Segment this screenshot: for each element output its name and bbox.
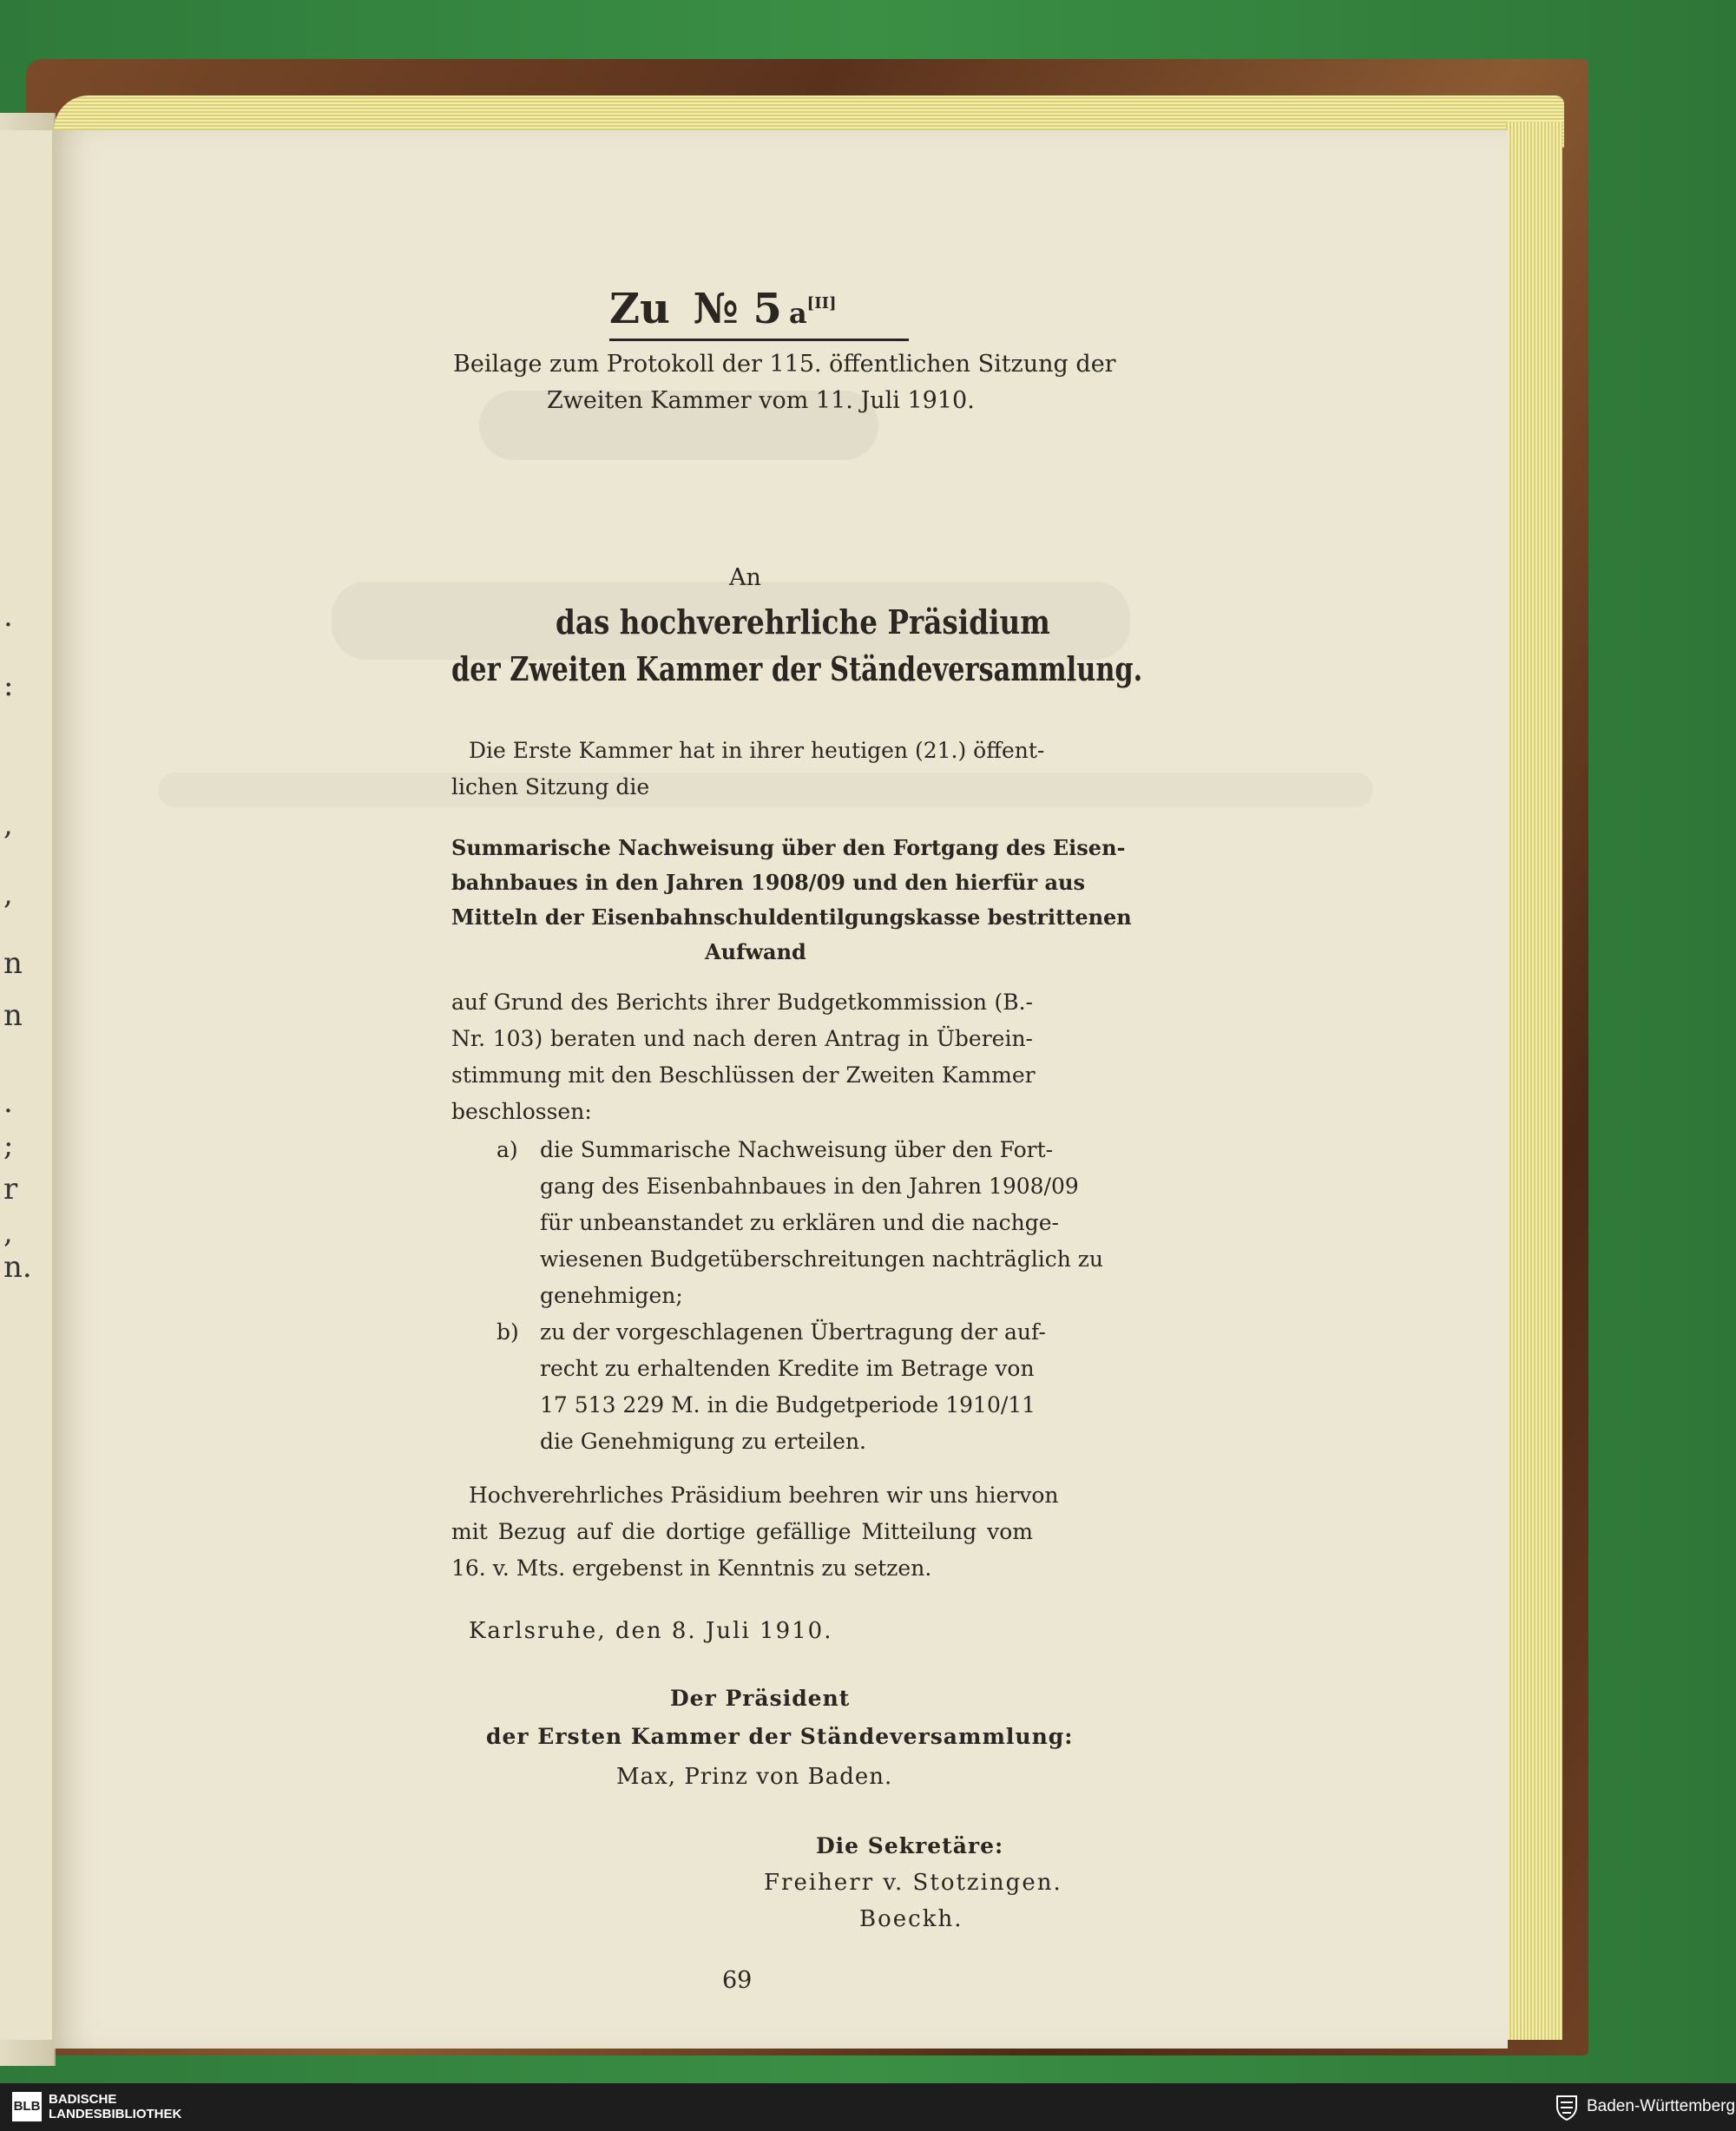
list-marker-b: b) <box>496 1319 519 1345</box>
list-item-line: die Summarische Nachweisung über den Fort- <box>540 1137 1054 1162</box>
place-date: Karlsruhe, den 8. Juli 1910. <box>469 1618 833 1644</box>
library-name <box>49 2092 181 2121</box>
heading-suffix: a <box>788 297 807 330</box>
body-line: auf Grund des Berichts ihrer Budgetkommission (B.- <box>451 990 1033 1015</box>
address-line: das hochverehrliche Präsidium <box>556 602 1050 641</box>
body-line: Hochverehrliches Präsidium beehren wir uns hiervon <box>469 1483 1059 1508</box>
signature-name: Max, Prinz von Baden. <box>616 1764 893 1790</box>
body-line: 16. v. Mts. ergebenst in Kenntnis zu setzen. <box>451 1555 932 1581</box>
list-item-line: 17 513 229 M. in die Budgetperiode 1910/11 <box>540 1392 1036 1417</box>
list-item-line: wiesenen Budgetüberschreitungen nachträglich zu <box>540 1246 1104 1272</box>
list-item-line: genehmigen; <box>540 1283 683 1308</box>
list-item-line: für unbeanstandet zu erklären und die nachge- <box>540 1210 1059 1235</box>
signature-title: Der Präsident <box>670 1686 851 1711</box>
secretary-name: Boeckh. <box>859 1906 963 1932</box>
page-edges-right <box>1506 122 1562 2040</box>
coat-of-arms-icon <box>1555 2095 1578 2121</box>
heading-prefix: Zu <box>609 285 670 333</box>
body-line: mit Bezug auf die dortige gefällige Mitteilung vom <box>451 1519 1033 1544</box>
bold-title-line: Summarische Nachweisung über den Fortgang des Eisen- <box>451 835 1126 860</box>
subtitle-line: Zweiten Kammer vom 11. Juli 1910. <box>547 387 975 414</box>
library-name-line: BADISCHE <box>49 2092 117 2107</box>
footer-bar <box>0 2083 1736 2131</box>
list-marker-a: a) <box>496 1137 518 1162</box>
subtitle-line: Beilage zum Protokoll der 115. öffentlichen Sitzung der <box>453 351 1116 378</box>
address-line: der Zweiten Kammer der Ständeversammlung. <box>451 649 1143 688</box>
page-content <box>54 130 1508 2049</box>
list-item-line: zu der vorgeschlagenen Übertragung der auf- <box>540 1319 1046 1345</box>
body-line: Nr. 103) beraten und nach deren Antrag in Überein- <box>451 1026 1033 1051</box>
bold-title-line: Mitteln der Eisenbahnschuldentilgungskasse bestrittenen <box>451 904 1132 930</box>
signature-title: der Ersten Kammer der Ständeversammlung: <box>486 1724 1074 1749</box>
body-line: lichen Sitzung die <box>451 774 650 799</box>
body-line: beschlossen: <box>451 1099 592 1124</box>
document-page <box>54 130 1508 2049</box>
list-item-line: die Genehmigung zu erteilen. <box>540 1429 867 1454</box>
list-item-line: recht zu erhaltenden Kredite im Betrage von <box>540 1356 1035 1381</box>
heading-rule <box>609 339 909 341</box>
list-item-line: gang des Eisenbahnbaues in den Jahren 1908/09 <box>540 1174 1079 1199</box>
secretaries-title: Die Sekretäre: <box>816 1833 1004 1858</box>
heading-superscript: [II] <box>806 294 837 312</box>
page-number: 69 <box>722 1967 753 1994</box>
secretary-name: Freiherr v. Stotzingen. <box>764 1870 1062 1896</box>
left-page-fragment: . : , , n n . ; r , n. <box>0 130 52 2040</box>
state-name: Baden-Württemberg <box>1587 2097 1736 2115</box>
library-name-line: LANDESBIBLIOTHEK <box>49 2107 182 2121</box>
body-line: Die Erste Kammer hat in ihrer heutigen (21.) öffent- <box>469 738 1045 763</box>
document-number-heading <box>609 285 837 333</box>
heading-number: № 5 <box>693 285 782 333</box>
bold-title-line: bahnbaues in den Jahren 1908/09 und den hierfür aus <box>451 870 1085 895</box>
library-logo: BLB <box>12 2092 42 2121</box>
bold-title-line: Aufwand <box>705 939 806 964</box>
address-an: An <box>729 564 761 591</box>
body-line: stimmung mit den Beschlüssen der Zweiten Kammer <box>451 1062 1036 1088</box>
